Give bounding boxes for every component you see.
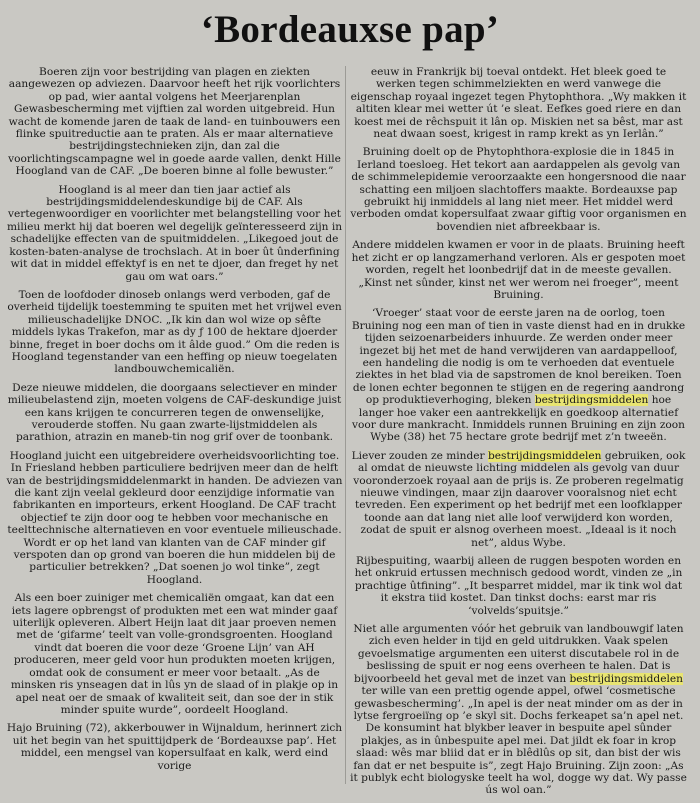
right-paragraph-4 — [350, 307, 687, 443]
paragraph-4-text-start: ‘Vroeger’ staat voor de eerste jaren na de oorlog, toen Bruining nog een man of tien in vaste dienst had en in drukke tijden seizoenarbeiders inhuurde. Ze werden onder meer ingezet bij het met de hand verwijderen van aardappelloof, een handeling die nodig is om te verhoeden dat eventuele ziektes in het blad via de sapstromen de knol bereiken. Toen de lonen echter begonnen te stijgen en de regering aandrong op produktieverhoging, bleken — [351, 307, 686, 407]
left-paragraph-7: Hajo Bruining (72), akkerbouwer in Wijnaldum, herinnert zich uit het begin van het spuittijdperk de ‘Bordeauxse pap’. Het middel, een mengsel van kopersulfaat en kalk, werd eind vorige — [6, 722, 343, 772]
paragraph-4-text-end: hoe langer hoe vaker een aantrekkelijk en goedkoop alternatief voor dure mankracht. Inmiddels runnen Bruining en zijn zoon Wybe (38) het 75 hectare grote bedrijf met z’n tweeën. — [352, 394, 685, 444]
left-paragraph-5: Hoogland juicht een uitgebreidere overheidsvoorlichting toe. In Friesland hebben particuliere bedrijven meer dan de helft van de bestrijdingsmiddelenmarkt in handen. De adviezen van die kant zijn veelal gekleurd door eenzijdige informatie van fabrikanten en importeurs, erkent Hoogland. De CAF tracht objectief te zijn door oog te hebben voor mechanische en teelttechnische alternatieven en voor eventuele milieuschade. Wordt er op het land van klanten van de CAF minder gif verspoten dan op grond van boeren die hun middelen bij de particulier betrekken? „Dat soenen jo wol tinke”, zegt Hoogland. — [6, 449, 343, 586]
paragraph-5-text-end: gebruiken, ook al omdat de nieuwste lichting middelen als gevolg van duur vooronderzoek royaal aan de prijs is. Ze proberen regelmatig nieuwe vindingen, maar zijn daarover vooralsnog niet echt tevreden. Een experiment op het bedrijf met een loofklapper toonde aan dat lang niet alle loof verwijderd kon worden, zodat de spuit er alsnog overheen moest. „Ideaal is it noch net”, aldus Wybe. — [353, 449, 686, 549]
right-paragraph-5 — [350, 450, 687, 549]
paragraph-7-text-end: ter wille van een prettig ogende appel, ofwel ‘cosmetische gewasbescherming’. „In apel is der neat minder om as der in lytse fergroeiïng op ’e skyl sit. Dochs ferkeapet sa’n apel net. De konsumint hat blykber leaver in bespuite apel sûnder plakjes, as in ûnbespuite apel mei. Dat jildt ek foar in krop slaad: wês mar bliid dat er in blêdlûs op sit, dan bist der wis fan dat er net bespuite is”, zegt Hajo Bruining. Zijn zoon: „As it publyk echt biologyske teelt ha wol, dogge wy dat. Wy passe ús wol oan.” — [350, 685, 687, 797]
right-paragraph-7 — [350, 623, 687, 797]
column-divider — [345, 66, 346, 784]
left-paragraph-1: Boeren zijn voor bestrijding van plagen en ziekten aangewezen op adviezen. Daarvoor heeft het rijk voorlichters op pad, wier aantal volgens het Meerjarenplan Gewasbescherming met vijftien zal worden uitgebreid. Hun wacht de komende jaren de taak de land- en tuinbouwers een flinke spuitreductie aan te praten. Als er maar alternatieve bestrijdingstechnieken zijn, dan zal die voorlichtingscampagne wel in goede aarde vallen, denkt Hille Hoogland van de CAF. „De boeren binne al folle bewuster.” — [8, 66, 341, 178]
left-paragraph-3: Toen de loofdoder dinoseb onlangs werd verboden, gaf de overheid tijdelijk toestemming te spuiten met het vrijwel even milieuschadelijke DNOC. „Ik kin dan wol wize op sêfte middels lykas Trakefon, mar as dy ƒ 100 de hektare djoerder binne, freget in boer dochs om it âlde guod.” Om die reden is Hoogland tegenstander van een heffing op nieuw toegelaten landbouwchemicaliën. — [7, 288, 342, 376]
right-paragraph-1: eeuw in Frankrijk bij toeval ontdekt. Het bleek goed te werken tegen schimmelziekten en werd vanwege die eigenschap royaal ingezet tegen Phytophthora. „Wy makken it altiten klear mei wetter út ’e sleat. Eefkes goed riere en dan koest mei de rêchspuit it lân op. Miskien net sa bêst, mar ast neat dwaan soest, krigest in ramp krekt as yn Ierlân.” — [350, 66, 687, 141]
paragraph-5-text-start: Liever zouden ze minder — [351, 449, 485, 462]
left-paragraph-4: Deze nieuwe middelen, die doorgaans selectiever en minder milieubelastend zijn, moeten volgens de CAF-deskundige juist een kans krijgen te concurreren tegen de onwenselijke, verouderde stoffen. Nu gaan zwarte-lijstmiddelen als parathion, atrazin en maneb-tin nog grif over de toonbank. — [7, 381, 342, 444]
paragraph-7-text-start: Niet alle argumenten vóór het gebruik van landbouwgif laten zich even helder in tijd en geld uitdrukken. Vaak spelen gevoelsmatige argumenten een uiterst discutabele rol in de beslissing de spuit er nog eens overheen te halen. Dat is bijvoorbeeld het geval met de inzet van — [353, 623, 684, 685]
left-paragraph-2: Hoogland is al meer dan tien jaar actief als bestrijdingsmiddelendeskundige bij de CAF. Als vertegenwoordiger en voorlichter met belangstelling voor het milieu merkt hij dat boeren wel degelijk geïnteresseerd zijn in schadelijke effecten van de spuitmiddelen. „Likegoed jout de kosten-baten-analyse de trochslach. At in boer ût ûnderfining wit dat in middel effektyf is en net te djoer, dan freget hy net gau om wat oars.” — [6, 183, 343, 283]
left-paragraph-6: Als een boer zuiniger met chemicaliën omgaat, kan dat een iets lagere opbrengst of produkten met een wat minder gaaf uiterlijk opleveren. Albert Heijn laat dit jaar proeven nemen met de ‘gifarme’ teelt van volle-grondsgroenten. Hoogland vindt dat boeren die voor deze ‘Groene Lijn’ van AH produceren, meer geld voor hun produkten moeten krijgen, omdat ook de consument er meer voor betaalt. „As de minsken ris ynseagen dat in lûs yn de slaad of in plakje op in apel neat oer de smaak of kwaliteit seit, dan soe der in stik minder spuite wurde”, oordeelt Hoogland. — [10, 592, 339, 716]
right-column — [350, 66, 687, 803]
right-paragraph-3: Andere middelen kwamen er voor in de plaats. Bruining heeft het zicht er op langzamerhand verloren. Als er gespoten moet worden, regelt het loonbedrijf dat in de meeste gevallen. „Kinst net sûnder, kinst net wer werom nei froeger”, meent Bruining. — [351, 239, 686, 301]
highlighted-term: bestrijdingsmiddelen — [488, 449, 602, 462]
article-headline: ‘Bordeauxse pap’ — [200, 8, 500, 51]
right-paragraph-6: Rijbespuiting, waarbij alleen de ruggen bespoten worden en het onkruid ertussen mechnisch gedood wordt, vinden ze „in prachtige ûtfining”. „It besparret middel, mar ik tink wol dat it ekstra tiid kostet. Dan tinkst dochs: earst mar ris ‘volvelds’spuitsje.” — [354, 555, 683, 617]
highlighted-term: bestrijdingsmiddelen — [569, 672, 683, 685]
highlighted-term: bestrijdingsmiddelen — [534, 394, 649, 407]
right-paragraph-2: Bruining doelt op de Phytophthora-explosie die in 1845 in Ierland toesloeg. Het tekort aan aardappelen als gevolg van de schimmelepidemie veroorzaakte een hongersnood die naar schatting een miljoen slachtoffers maakte. Bordeauxse pap gebruikt hij inmiddels al lang niet meer. Het middel werd verboden omdat kopersulfaat zwaar giftig voor organismen en bovendien niet afbreekbaar is. — [350, 146, 687, 233]
left-column — [6, 66, 343, 778]
